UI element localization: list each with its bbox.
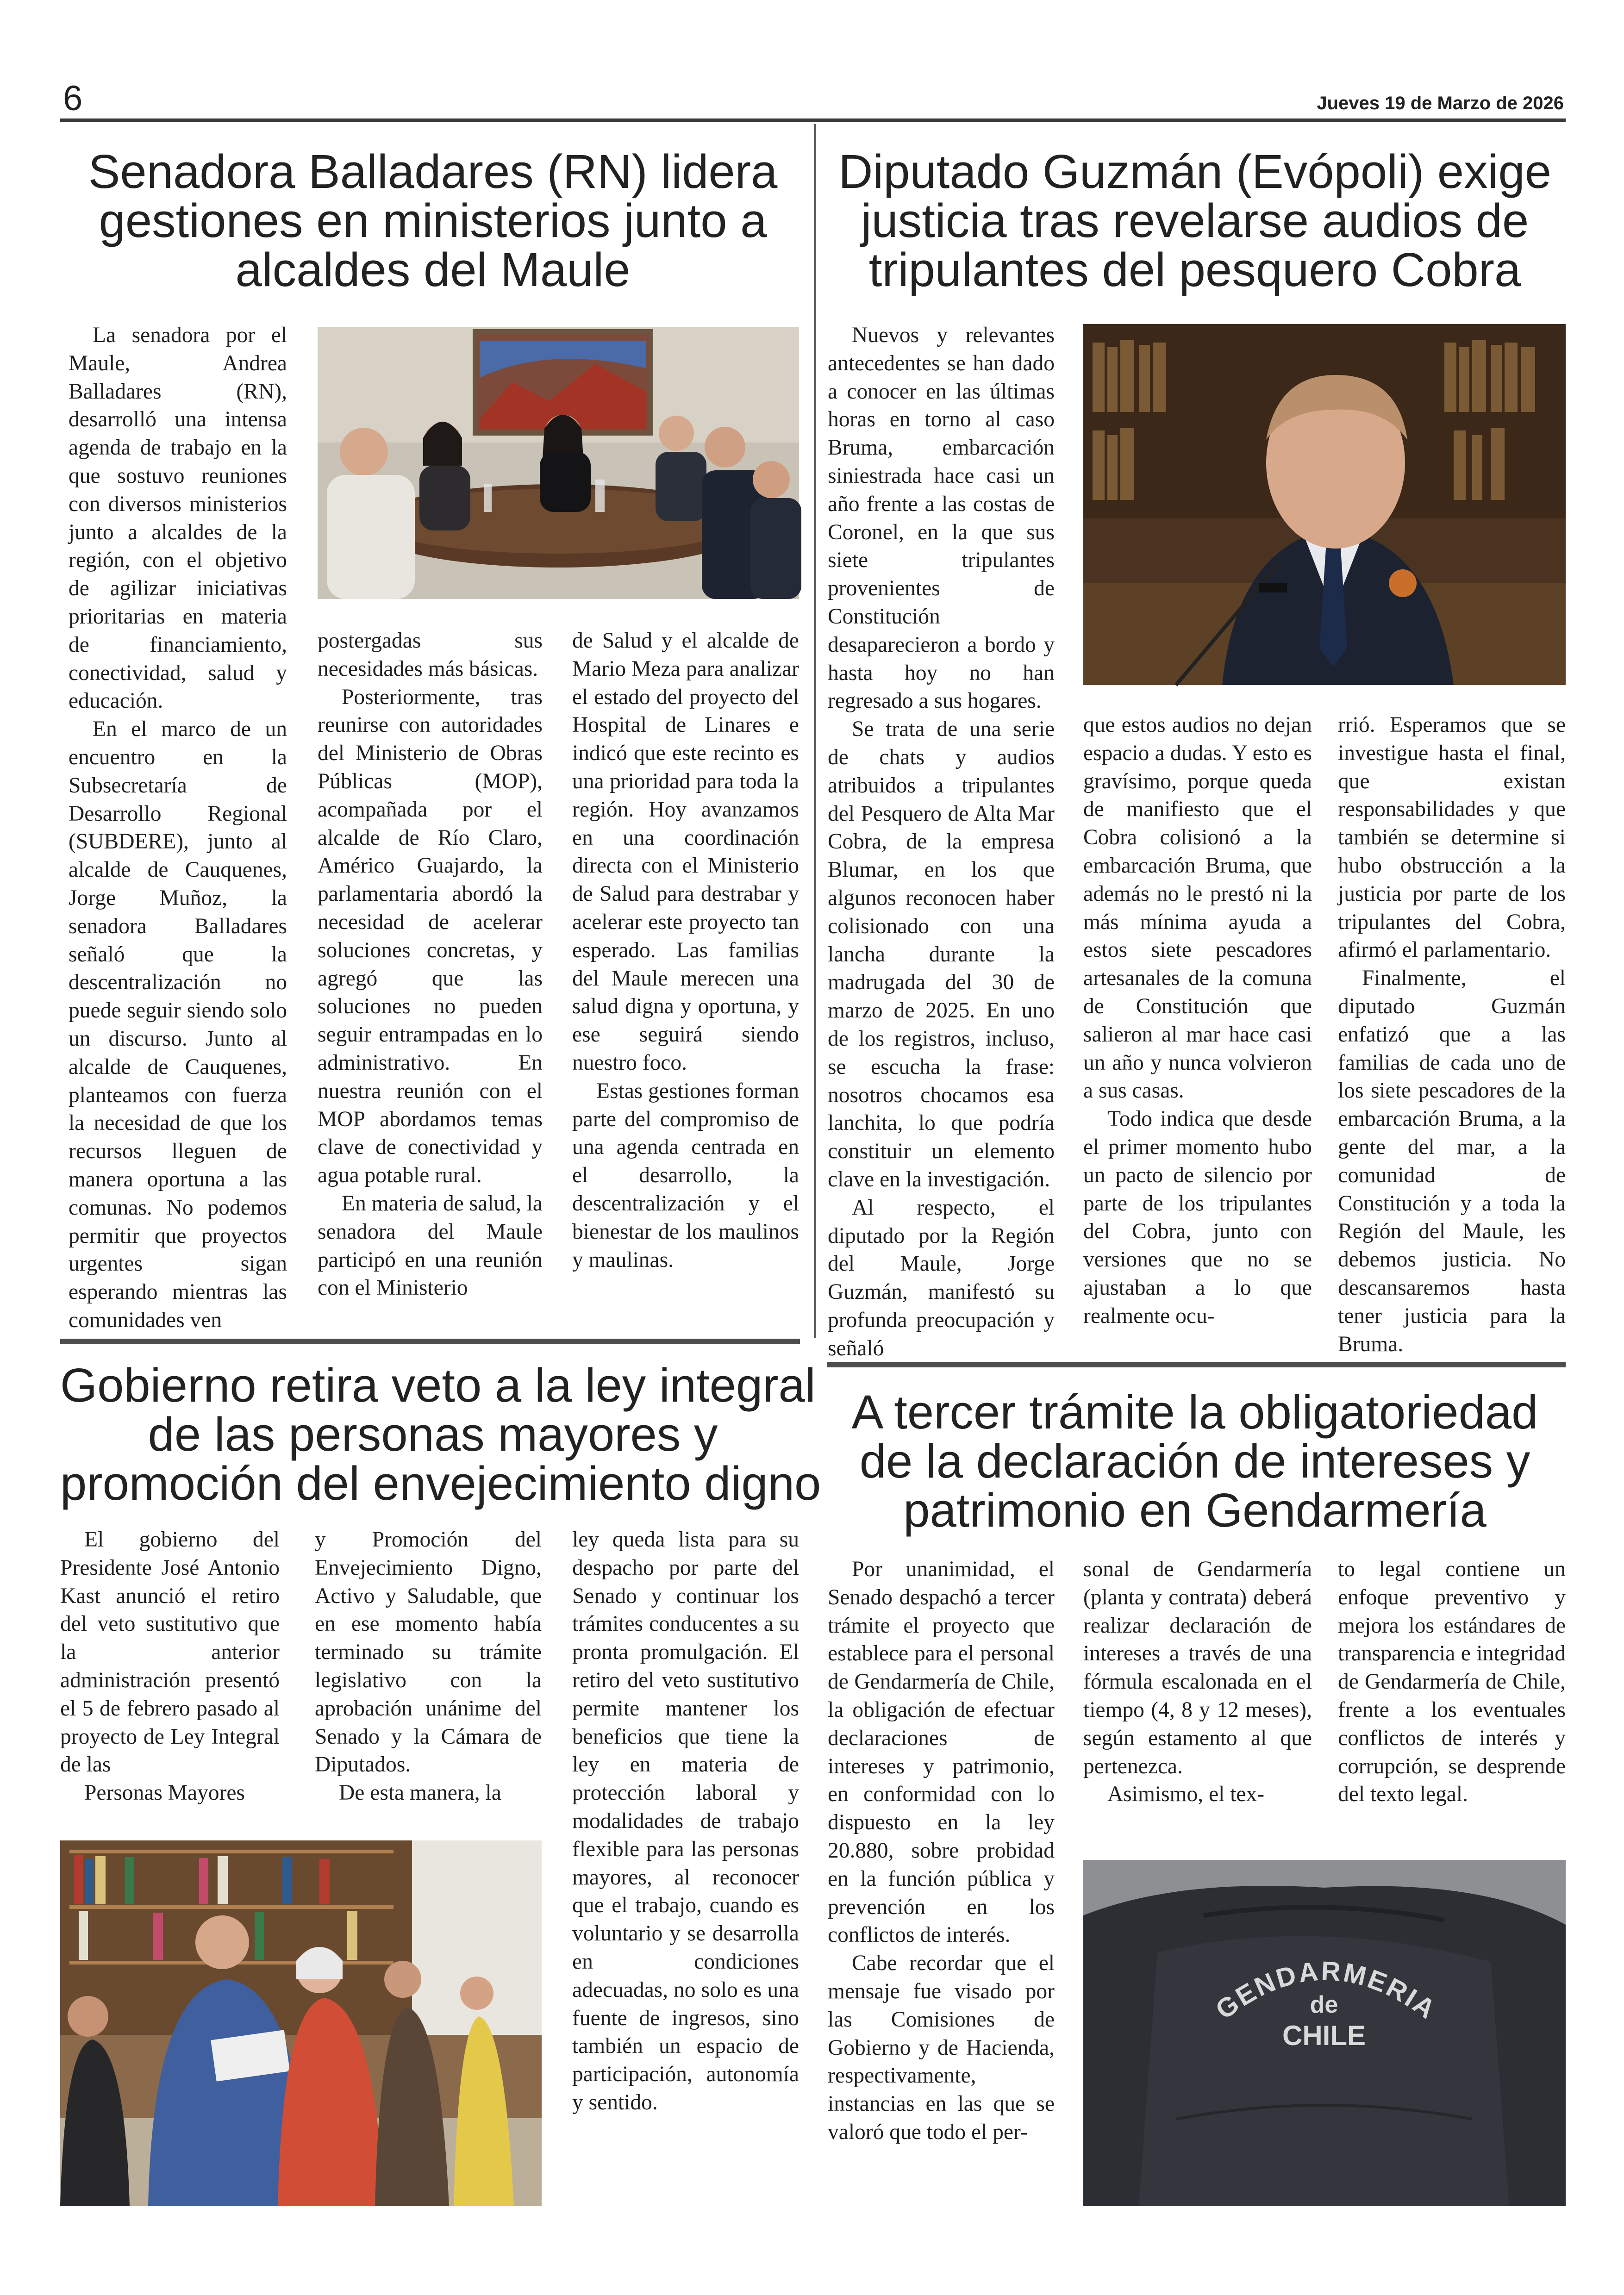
paragraph: Al respecto, el diputado por la Región del Maule, Jorge Guzmán, manifestó su profunda preocupación y señaló	[828, 1195, 1055, 1360]
paragraph: Todo indica que desde el primer momento hubo un pacto de silencio por parte de los tripulantes del Cobra, junto con versiones que no se ajustaban a lo que realmente ocu-	[1083, 1107, 1312, 1328]
photo-deputy-portrait	[1083, 324, 1566, 685]
uniform-patch-text: de	[1310, 1991, 1338, 2018]
paragraph: Estas gestiones forman parte del compromiso de una agenda centrada en el desarrollo, la descentralización y el bienestar de los maulinos y maulinas.	[572, 1079, 799, 1272]
uniform-patch-text: GENDARMERIA	[1210, 1956, 1443, 2026]
article-guzman-col-3	[1338, 711, 1566, 1356]
article-balladares-col-2	[318, 627, 543, 1321]
paragraph: Por unanimidad, el Senado despachó a tercer trámite el proyecto que establece para el personal de Gendarmería de Chile, la obligación de efectuar declaraciones de intereses y patrimonio, en conformidad con lo dispuesto en la ley 20.880, sobre probidad en la función pública y prevención en los conflictos de interés.	[828, 1557, 1055, 1947]
headline-line: de la declaración de intereses y	[859, 1434, 1530, 1488]
article-guzman-col-2	[1083, 711, 1312, 1350]
headline-line: Gobierno retira veto a la ley integral	[60, 1359, 816, 1412]
uniform-patch-text: CHILE	[1282, 2020, 1366, 2051]
headline-balladares	[60, 147, 806, 294]
section-rule-left	[60, 1339, 800, 1344]
article-veto-col-3	[572, 1526, 799, 2206]
headline-line: gestiones en ministerios junto a	[99, 194, 767, 247]
paragraph: El gobierno del Presidente José Antonio Kast anunció el retiro del veto sustitutivo que la anterior administración presentó el 5 de febrero pasado al proyecto de Ley Integral de las	[60, 1528, 280, 1777]
paragraph: y Promoción del Envejecimiento Digno, Activo y Saludable, que en ese momento había terminado su trámite legislativo con la aprobación unánime del Senado y la Cámara de Diputados.	[315, 1528, 542, 1777]
article-veto-col-1	[60, 1526, 280, 1822]
article-balladares-col-1	[69, 321, 287, 1332]
paragraph: to legal contiene un enfoque preventivo y mejora los estándares de transparencia e integridad de Gendarmería de Chile, frente a los eventuales conflictos de interés y corrupción, se desprende del texto legal.	[1338, 1557, 1566, 1807]
headline-line: A tercer trámite la obligatoriedad	[851, 1385, 1538, 1439]
paragraph: Finalmente, el diputado Guzmán enfatizó que a las familias de cada uno de los siete pescadores de la embarcación Bruma, a la gente del mar, a la comunidad de Constitución y a toda la Región del Maule, les debemos justicia. No descansaremos hasta tener justicia para la Bruma.	[1338, 966, 1566, 1356]
paragraph: Asimismo, el tex-	[1107, 1782, 1265, 1807]
paragraph: Personas Mayores	[84, 1781, 245, 1805]
paragraph: Cabe recordar que el mensaje fue visado por las Comisiones de Gobierno y de Hacienda, respectivamente, instancias en las que se valoró que todo el per-	[828, 1951, 1055, 2144]
headline-line: alcaldes del Maule	[235, 243, 631, 296]
paragraph: Se trata de una serie de chats y audios atribuidos a tripulantes del Pesquero de Alta Mar Cobra, de la empresa Blumar, en los que algunos reconocen haber colisionado con una lancha durante la madrugada del 30 de marzo de 2025. En uno de los registros, incluso, se escucha la frase: nosotros chocamos esa lanchita, lo que podría constituir un elemento clave en la investigación.	[828, 717, 1055, 1191]
headline-veto	[60, 1359, 821, 1510]
paragraph: de Salud y el alcalde de Mario Meza para analizar el estado del proyecto del Hospital de Linares e indicó que este recinto es una prioridad para toda la región. Hoy avanzamos en una coordinación directa con el Ministerio de Salud para destrabar y acelerar este proyecto tan esperado. Las familias del Maule merecen una salud digna y oportuna, y ese seguirá siendo nuestro foco.	[572, 629, 799, 1075]
paragraph: sonal de Gendarmería (planta y contrata) deberá realizar declaración de intereses a través de una fórmula escalonada en el tiempo (4, 8 y 12 meses), según estamento al que pertenezca.	[1083, 1557, 1312, 1778]
headline-line: patrimonio en Gendarmería	[903, 1484, 1487, 1537]
article-veto-col-2	[315, 1526, 542, 1822]
column-divider	[814, 124, 816, 1338]
paragraph: ley queda lista para su despacho por parte del Senado y continuar los trámites conducentes a su pronta promulgación. El retiro del veto sustitutivo permite mantener los beneficios que tiene la ley en materia de protección laboral y modalidades de trabajo flexible para las personas mayores, al reconocer que el trabajo, cuando es voluntario y se desarrolla en condiciones adecuadas, no solo es una fuente de ingresos, sino también un espacio de participación, autonomía y sentido.	[572, 1528, 799, 2114]
article-gendarmeria-col-3	[1338, 1555, 1566, 1852]
photo-seniors-library	[60, 1840, 542, 2206]
article-gendarmeria-col-1	[828, 1555, 1055, 2213]
headline-line: de las personas mayores y	[148, 1408, 718, 1461]
paragraph: rrió. Esperamos que se investigue hasta el final, que existan responsabilidades y que también se determine si hubo obstrucción a la justicia por parte de los tripulantes del Cobra, afirmó el parlamentario.	[1338, 713, 1566, 962]
article-balladares-col-3	[572, 627, 799, 1321]
headline-gendarmeria	[824, 1385, 1566, 1537]
article-guzman-col-1	[828, 321, 1055, 1360]
paragraph: Posteriormente, tras reunirse con autoridades del Ministerio de Obras Públicas (MOP), acompañada por el alcalde de Río Claro, Américo Guajardo, la parlamentaria abordó la necesidad de acelerar soluciones concretas, y agregó que las soluciones no pueden seguir entrampadas en lo administrativo. En nuestra reunión con el MOP abordamos temas clave de conectividad y agua potable rural.	[318, 685, 543, 1188]
paragraph: En el marco de un encuentro en la Subsecretaría de Desarrollo Regional (SUBDERE), junto al alcalde de Cauquenes, Jorge Muñoz, la senadora Balladares señaló que la descentralización no puede seguir siendo solo un discurso. Junto al alcalde de Cauquenes, planteamos con fuerza la necesidad de que los recursos lleguen de manera oportuna a las comunas. No podemos permitir que proyectos urgentes sigan esperando mientras las comunidades ven	[69, 717, 287, 1332]
headline-line: tripulantes del pesquero Cobra	[868, 243, 1521, 296]
article-gendarmeria-col-2	[1083, 1555, 1312, 1852]
paragraph: En materia de salud, la senadora del Maule participó en una reunión con el Ministerio	[318, 1191, 543, 1300]
headline-line: Senadora Balladares (RN) lidera	[88, 145, 778, 198]
paragraph: Nuevos y relevantes antecedentes se han dado a conocer en las últimas horas en torno al caso Bruma, embarcación siniestrada hace casi un año frente a las costas de Coronel, en la que sus siete tripulantes provenientes de Constitución desaparecieron a bordo y hasta hoy no han regresado a sus hogares.	[828, 323, 1055, 713]
paragraph: La senadora por el Maule, Andrea Balladares (RN), desarrolló una intensa agenda de trabajo en la que sostuvo reuniones con diversos ministerios junto a alcaldes de la región, con el objetivo de agilizar iniciativas prioritarias en materia de financiamiento, conectividad, salud y educación.	[69, 323, 287, 713]
headline-line: promoción del envejecimiento digno	[60, 1457, 821, 1510]
paragraph: De esta manera, la	[339, 1781, 501, 1805]
issue-date: Jueves 19 de Marzo de 2026	[1317, 93, 1564, 113]
page-number: 6	[63, 79, 83, 118]
headline-line: justicia tras revelarse audios de	[861, 194, 1529, 247]
paragraph: que estos audios no dejan espacio a dudas. Y esto es gravísimo, porque queda de manifiesto que el Cobra colisionó a la embarcación Bruma, que además no le prestó ni la más mínima ayuda a estos siete pescadores artesanales de la comuna de Constitución que salieron al mar hace casi un año y nunca volvieron a sus casas.	[1083, 713, 1312, 1103]
paragraph: postergadas sus necesidades más básicas.	[318, 629, 543, 681]
headline-line: Diputado Guzmán (Evópoli) exige	[838, 145, 1552, 198]
photo-meeting-table	[318, 327, 799, 599]
headline-guzman	[824, 147, 1566, 294]
section-rule-right	[827, 1362, 1566, 1367]
photo-gendarmeria-uniform	[1083, 1860, 1566, 2206]
header-rule	[60, 118, 1566, 122]
